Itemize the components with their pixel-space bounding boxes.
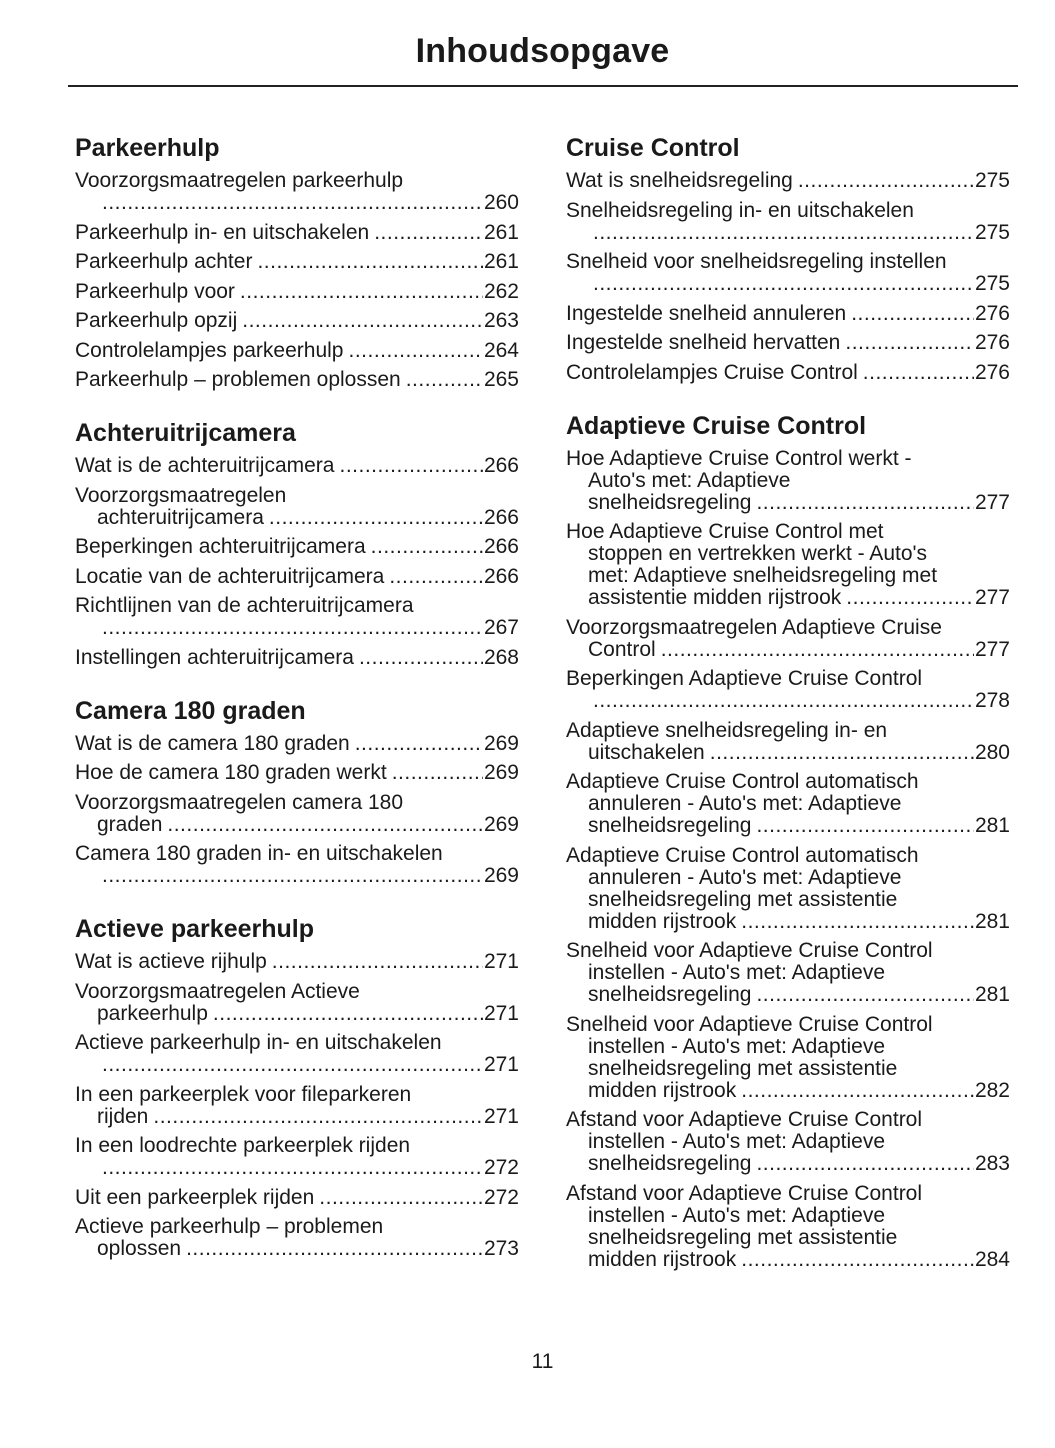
entry-title: graden — [97, 812, 163, 836]
dot-leader — [102, 192, 483, 214]
entry-line — [566, 273, 1010, 295]
dot-leader — [741, 1080, 974, 1102]
entry-title: Locatie van de achteruitrijcamera — [75, 564, 385, 588]
entry-page: 283 — [974, 1152, 1010, 1175]
toc-entry[interactable] — [566, 521, 1010, 609]
entry-title: midden rijstrook — [588, 1078, 737, 1102]
dot-leader — [102, 1054, 483, 1076]
entry-title: Control — [588, 637, 656, 661]
entry-page: 275 — [974, 220, 1010, 244]
dot-leader — [756, 815, 974, 837]
entry-line — [566, 815, 1010, 837]
entry-title: Wat is actieve rijhulp — [75, 950, 267, 973]
entry-line — [566, 639, 1010, 661]
entry-page: 264 — [483, 338, 519, 362]
entry-line — [566, 1249, 1010, 1271]
toc-entry[interactable] — [75, 647, 519, 669]
entry-title: snelheidsregeling met assistentie — [588, 1056, 898, 1080]
entry-page: 269 — [483, 731, 519, 755]
entry-title: snelheidsregeling — [588, 983, 752, 1006]
toc-entry[interactable] — [75, 222, 519, 244]
entry-line — [75, 792, 519, 814]
entry-title: Parkeerhulp – problemen oplossen — [75, 368, 401, 391]
page-title: Inhoudsopgave — [415, 32, 670, 70]
dot-leader — [756, 984, 974, 1006]
entry-page: 272 — [483, 1185, 519, 1209]
toc-section — [75, 695, 519, 888]
entry-line — [566, 470, 1010, 492]
dot-leader — [371, 536, 483, 558]
entry-line — [75, 251, 519, 273]
toc-section — [75, 132, 519, 391]
entry-title: achteruitrijcamera — [97, 505, 264, 529]
entry-line — [566, 251, 1010, 273]
toc-entry[interactable] — [566, 332, 1010, 354]
dot-leader — [593, 273, 974, 295]
entry-page: 271 — [483, 1053, 519, 1076]
entry-line — [75, 843, 519, 865]
entry-line — [75, 951, 519, 973]
entry-title: snelheidsregeling — [588, 490, 752, 514]
toc-entry[interactable] — [566, 940, 1010, 1006]
entry-page: 271 — [483, 1104, 519, 1128]
entry-line — [566, 1183, 1010, 1205]
entry-line — [75, 566, 519, 588]
dot-leader — [845, 332, 974, 354]
entry-page: 284 — [974, 1247, 1010, 1271]
entry-line — [566, 1058, 1010, 1080]
entry-title: Hoe Adaptieve Cruise Control met — [566, 520, 884, 543]
entry-line — [75, 369, 519, 391]
entry-title: Ingestelde snelheid hervatten — [566, 331, 841, 354]
entry-title: Wat is de achteruitrijcamera — [75, 454, 335, 477]
entry-title: In een loodrechte parkeerplek rijden — [75, 1134, 411, 1157]
entry-page: 269 — [483, 812, 519, 836]
entry-line — [566, 200, 1010, 222]
entry-page: 271 — [483, 1001, 519, 1025]
toc-entry[interactable] — [566, 668, 1010, 712]
entry-line — [566, 1227, 1010, 1249]
entry-line — [566, 962, 1010, 984]
entry-page: 268 — [483, 645, 519, 669]
entry-line — [566, 1131, 1010, 1153]
dot-leader — [339, 455, 482, 477]
entry-line — [566, 521, 1010, 543]
dot-leader — [319, 1187, 483, 1209]
toc-entry[interactable] — [75, 281, 519, 303]
toc-entry[interactable] — [75, 843, 519, 887]
entry-title: Controlelampjes Cruise Control — [566, 360, 858, 384]
entry-title: midden rijstrook — [588, 909, 737, 933]
entry-line — [75, 814, 519, 836]
section-heading: Cruise Control — [566, 134, 740, 162]
entry-line — [75, 485, 519, 507]
dot-leader — [374, 222, 483, 244]
toc-entry[interactable] — [566, 251, 1010, 295]
entry-line — [75, 617, 519, 639]
entry-line — [566, 1205, 1010, 1227]
toc-entry[interactable] — [75, 981, 519, 1025]
entry-line — [566, 668, 1010, 690]
entry-title: Controlelampjes parkeerhulp — [75, 338, 344, 362]
entry-line — [566, 332, 1010, 354]
entry-title: Hoe Adaptieve Cruise Control werkt - — [566, 446, 912, 470]
entry-title: Wat is de camera 180 graden — [75, 731, 350, 755]
toc-entry[interactable] — [75, 251, 519, 273]
entry-title: instellen - Auto's met: Adaptieve — [588, 1203, 886, 1227]
dot-leader — [406, 369, 483, 391]
entry-title: Snelheid voor Adaptieve Cruise Control — [566, 1012, 933, 1036]
entry-line — [75, 733, 519, 755]
toc-entry[interactable] — [75, 1032, 519, 1076]
dot-leader — [102, 1157, 483, 1179]
entry-title: Wat is snelheidsregeling — [566, 169, 793, 192]
entry-page: 272 — [483, 1156, 519, 1179]
entry-title: Adaptieve snelheidsregeling in- en — [566, 718, 888, 742]
entry-line — [566, 845, 1010, 867]
entry-line — [566, 1109, 1010, 1131]
entry-line — [75, 595, 519, 617]
entry-page: 276 — [974, 360, 1010, 384]
dot-leader — [153, 1106, 483, 1128]
section-heading: Achteruitrijcamera — [75, 419, 296, 447]
toc-entry[interactable] — [75, 595, 519, 639]
entry-title: Voorzorgsmaatregelen — [75, 483, 287, 507]
toc-entry[interactable] — [75, 762, 519, 784]
toc-entry[interactable] — [75, 485, 519, 529]
entry-title: Voorzorgsmaatregelen Actieve — [75, 979, 360, 1003]
toc-entry[interactable] — [566, 448, 1010, 514]
entry-line — [75, 1054, 519, 1076]
toc-section — [75, 417, 519, 669]
entry-title: Voorzorgsmaatregelen camera 180 — [75, 790, 404, 814]
entry-line — [75, 170, 519, 192]
entry-page: 261 — [483, 250, 519, 273]
dot-leader — [756, 492, 974, 514]
entry-line — [75, 192, 519, 214]
dot-leader — [102, 865, 483, 887]
entry-page: 266 — [483, 505, 519, 529]
entry-title: Parkeerhulp opzij — [75, 309, 238, 332]
section-heading: Adaptieve Cruise Control — [566, 411, 867, 440]
entry-line — [75, 1216, 519, 1238]
dot-leader — [593, 222, 974, 244]
toc-entry[interactable] — [75, 310, 519, 332]
entry-title: assistentie midden rijstrook — [588, 586, 842, 609]
dot-leader — [348, 340, 482, 362]
toc-entry[interactable] — [75, 733, 519, 755]
toc-column-right — [566, 132, 1010, 1297]
entry-line — [75, 507, 519, 529]
toc-entry[interactable] — [566, 303, 1010, 325]
toc-entry[interactable] — [566, 170, 1010, 192]
dot-leader — [272, 951, 483, 973]
entry-line — [566, 543, 1010, 565]
entry-line — [75, 981, 519, 1003]
entry-line — [75, 865, 519, 887]
entry-title: snelheidsregeling — [588, 1152, 752, 1175]
entry-page: 277 — [974, 490, 1010, 514]
toc-entry[interactable] — [566, 1014, 1010, 1102]
entry-line — [75, 1135, 519, 1157]
toc-entry[interactable] — [75, 951, 519, 973]
toc-entry[interactable] — [75, 340, 519, 362]
toc-entry[interactable] — [566, 200, 1010, 244]
toc-entry[interactable] — [75, 1216, 519, 1260]
entry-line — [566, 617, 1010, 639]
entry-line — [75, 647, 519, 669]
toc-entry[interactable] — [566, 845, 1010, 933]
dot-leader — [359, 647, 483, 669]
entry-title: Ingestelde snelheid annuleren — [566, 301, 847, 325]
dot-leader — [389, 566, 483, 588]
toc-entry[interactable] — [75, 566, 519, 588]
section-heading: Parkeerhulp — [75, 134, 220, 162]
dot-leader — [355, 733, 483, 755]
entry-line — [566, 793, 1010, 815]
entry-title: Actieve parkeerhulp – problemen — [75, 1215, 384, 1238]
entry-title: Beperkingen Adaptieve Cruise Control — [566, 667, 923, 690]
entry-line — [75, 1003, 519, 1025]
toc-entry[interactable] — [566, 720, 1010, 764]
entry-title: Camera 180 graden in- en uitschakelen — [75, 842, 443, 865]
entry-page: 281 — [974, 983, 1010, 1006]
entry-line — [566, 1014, 1010, 1036]
section-heading: Actieve parkeerhulp — [75, 915, 314, 943]
dot-leader — [269, 507, 483, 529]
entry-title: Snelheidsregeling in- en uitschakelen — [566, 198, 914, 222]
toc-section — [566, 132, 1010, 384]
dot-leader — [186, 1238, 483, 1260]
toc-entry[interactable] — [566, 1109, 1010, 1175]
entry-line — [566, 222, 1010, 244]
entry-title: Adaptieve Cruise Control automatisch — [566, 843, 919, 867]
dot-leader — [213, 1003, 483, 1025]
entry-title: annuleren - Auto's met: Adaptieve — [588, 792, 902, 815]
entry-line — [75, 222, 519, 244]
toc-entry[interactable] — [566, 771, 1010, 837]
entry-title: parkeerhulp — [97, 1001, 208, 1025]
entry-line — [566, 448, 1010, 470]
entry-title: Voorzorgsmaatregelen Adaptieve Cruise — [566, 615, 942, 639]
entry-title: In een parkeerplek voor fileparkeren — [75, 1082, 412, 1106]
entry-title: Auto's met: Adaptieve — [588, 468, 791, 492]
entry-page: 275 — [974, 169, 1010, 192]
entry-title: met: Adaptieve snelheidsregeling met — [588, 564, 938, 587]
entry-page: 275 — [974, 272, 1010, 295]
entry-title: Parkeerhulp achter — [75, 250, 253, 273]
entry-line — [75, 310, 519, 332]
entry-page: 277 — [974, 637, 1010, 661]
toc-entry[interactable] — [75, 536, 519, 558]
toc-entry[interactable] — [75, 1187, 519, 1209]
dot-leader — [242, 310, 483, 332]
entry-title: Afstand voor Adaptieve Cruise Control — [566, 1108, 923, 1131]
entry-title: Hoe de camera 180 graden werkt — [75, 761, 387, 784]
entry-page: 276 — [974, 301, 1010, 325]
entry-title: Richtlijnen van de achteruitrijcamera — [75, 594, 414, 617]
entry-line — [566, 1080, 1010, 1102]
toc-column-left — [75, 132, 519, 1286]
entry-line — [75, 1106, 519, 1128]
entry-title: midden rijstrook — [588, 1247, 737, 1271]
entry-page: 266 — [483, 454, 519, 477]
dot-leader — [863, 362, 974, 384]
entry-title: stoppen en vertrekken werkt - Auto's — [588, 542, 928, 565]
dot-leader — [756, 1153, 974, 1175]
entry-title: snelheidsregeling — [588, 814, 752, 837]
entry-page: 278 — [974, 689, 1010, 712]
toc-entry[interactable] — [75, 170, 519, 214]
entry-page: 269 — [483, 761, 519, 784]
toc-section — [566, 410, 1010, 1271]
dot-leader — [851, 303, 974, 325]
toc-entry[interactable] — [75, 1084, 519, 1128]
dot-leader — [661, 639, 974, 661]
entry-line — [566, 742, 1010, 764]
entry-page: 266 — [483, 564, 519, 588]
entry-page: 281 — [974, 909, 1010, 933]
entry-line — [566, 771, 1010, 793]
entry-page: 260 — [483, 191, 519, 214]
entry-title: Instellingen achteruitrijcamera — [75, 645, 354, 669]
entry-page: 267 — [483, 616, 519, 639]
toc-entry[interactable] — [75, 369, 519, 391]
entry-line — [566, 940, 1010, 962]
entry-line — [75, 1187, 519, 1209]
entry-title: snelheidsregeling met assistentie — [588, 887, 898, 911]
entry-title: rijden — [97, 1104, 149, 1128]
entry-title: instellen - Auto's met: Adaptieve — [588, 1034, 886, 1058]
entry-line — [566, 867, 1010, 889]
entry-line — [75, 536, 519, 558]
entry-page: 262 — [483, 279, 519, 303]
entry-title: instellen - Auto's met: Adaptieve — [588, 961, 886, 984]
entry-page: 263 — [483, 309, 519, 332]
dot-leader — [167, 814, 483, 836]
entry-page: 269 — [483, 864, 519, 887]
entry-title: Afstand voor Adaptieve Cruise Control — [566, 1181, 923, 1205]
entry-line — [566, 1036, 1010, 1058]
toc-entry[interactable] — [75, 792, 519, 836]
dot-leader — [593, 690, 974, 712]
entry-line — [566, 362, 1010, 384]
entry-line — [566, 170, 1010, 192]
toc-entry[interactable] — [75, 455, 519, 477]
entry-title: Actieve parkeerhulp in- en uitschakelen — [75, 1031, 442, 1054]
entry-line — [75, 340, 519, 362]
entry-line — [566, 1153, 1010, 1175]
dot-leader — [240, 281, 483, 303]
toc-entry[interactable] — [566, 362, 1010, 384]
toc-entry[interactable] — [566, 617, 1010, 661]
entry-line — [75, 1238, 519, 1260]
toc-section — [75, 913, 519, 1260]
toc-entry[interactable] — [566, 1183, 1010, 1271]
entry-page: 276 — [974, 331, 1010, 354]
entry-line — [566, 492, 1010, 514]
entry-title: oplossen — [97, 1237, 182, 1260]
dot-leader — [798, 170, 974, 192]
entry-title: instellen - Auto's met: Adaptieve — [588, 1130, 886, 1153]
dot-leader — [710, 742, 974, 764]
dot-leader — [102, 617, 483, 639]
dot-leader — [741, 911, 974, 933]
section-heading: Camera 180 graden — [75, 696, 306, 725]
page-number: 11 — [531, 1350, 554, 1373]
entry-line — [75, 455, 519, 477]
entry-title: uitschakelen — [588, 740, 705, 764]
title-divider — [68, 85, 1018, 87]
entry-page: 280 — [974, 740, 1010, 764]
entry-line — [566, 303, 1010, 325]
entry-title: annuleren - Auto's met: Adaptieve — [588, 865, 902, 889]
entry-page: 277 — [974, 586, 1010, 609]
entry-title: Snelheid voor snelheidsregeling instellen — [566, 250, 947, 273]
entry-page: 282 — [974, 1078, 1010, 1102]
entry-page: 266 — [483, 535, 519, 558]
entry-title: Parkeerhulp voor — [75, 279, 235, 303]
entry-title: Uit een parkeerplek rijden — [75, 1185, 315, 1209]
entry-line — [566, 690, 1010, 712]
entry-page: 261 — [483, 220, 519, 244]
dot-leader — [741, 1249, 974, 1271]
entry-line — [566, 889, 1010, 911]
entry-title: Adaptieve Cruise Control automatisch — [566, 770, 919, 793]
entry-title: Snelheid voor Adaptieve Cruise Control — [566, 939, 933, 962]
dot-leader — [257, 251, 483, 273]
entry-line — [566, 720, 1010, 742]
entry-page: 273 — [483, 1237, 519, 1260]
entry-line — [75, 1084, 519, 1106]
entry-page: 265 — [483, 368, 519, 391]
entry-line — [75, 281, 519, 303]
entry-line — [566, 565, 1010, 587]
entry-line — [566, 911, 1010, 933]
entry-title: Beperkingen achteruitrijcamera — [75, 535, 366, 558]
entry-line — [566, 984, 1010, 1006]
entry-page: 271 — [483, 950, 519, 973]
entry-title: snelheidsregeling met assistentie — [588, 1225, 898, 1249]
entry-line — [75, 1157, 519, 1179]
entry-page: 281 — [974, 814, 1010, 837]
entry-title: Parkeerhulp in- en uitschakelen — [75, 220, 370, 244]
entry-line — [566, 587, 1010, 609]
entry-line — [75, 1032, 519, 1054]
dot-leader — [846, 587, 974, 609]
entry-line — [75, 762, 519, 784]
entry-title: Voorzorgsmaatregelen parkeerhulp — [75, 169, 404, 192]
toc-entry[interactable] — [75, 1135, 519, 1179]
dot-leader — [392, 762, 483, 784]
